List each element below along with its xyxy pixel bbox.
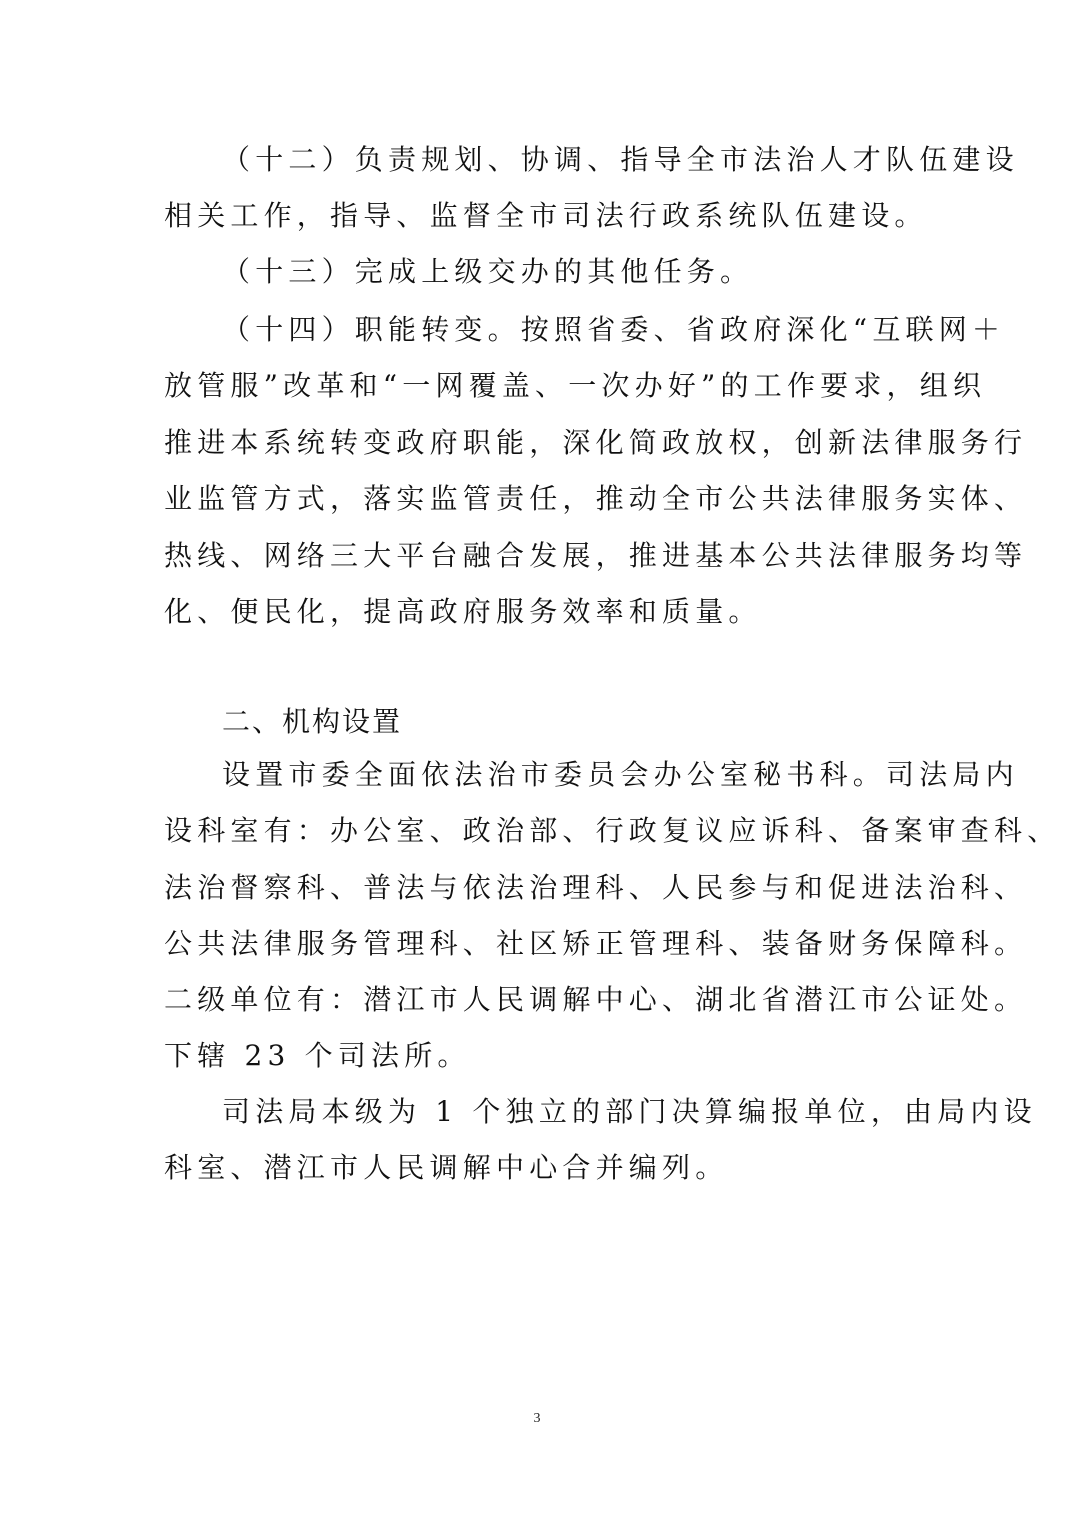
paragraph-14-line-6: 化、便民化，提高政府服务效率和质量。 xyxy=(164,595,762,628)
section-heading: 二、机构设置 xyxy=(222,705,403,738)
paragraph-14-line-3: 推进本系统转变政府职能，深化简政放权，创新法律服务行 xyxy=(164,426,1028,459)
section2-para1-line-2: 设科室有：办公室、政治部、行政复议应诉科、备案审查科、 xyxy=(164,814,1061,847)
paragraph-14-line-4: 业监管方式，落实监管责任，推动全市公共法律服务实体、 xyxy=(164,482,1028,515)
paragraph-14-line-2: 放管服”改革和“一网覆盖、一次办好”的工作要求，组织 xyxy=(164,369,987,402)
paragraph-13-line-1: （十三）完成上级交办的其他任务。 xyxy=(222,255,754,288)
section2-para1-line-1: 设置市委全面依法治市委员会办公室秘书科。司法局内 xyxy=(222,758,1019,791)
section2-para1-line-3: 法治督察科、普法与依法治理科、人民参与和促进法治科、 xyxy=(164,871,1028,904)
section2-para1-line-6: 下辖 23 个司法所。 xyxy=(164,1039,471,1072)
paragraph-14-line-5: 热线、网络三大平台融合发展，推进基本公共法律服务均等 xyxy=(164,539,1028,572)
section2-para1-line-4: 公共法律服务管理科、社区矫正管理科、装备财务保障科。 xyxy=(164,927,1028,960)
section2-para1-line-5: 二级单位有：潜江市人民调解中心、湖北省潜江市公证处。 xyxy=(164,983,1028,1016)
page-number: 3 xyxy=(533,1411,541,1426)
paragraph-12-line-1: （十二）负责规划、协调、指导全市法治人才队伍建设 xyxy=(222,143,1019,176)
section2-para2-line-2: 科室、潜江市人民调解中心合并编列。 xyxy=(164,1151,729,1184)
paragraph-14-line-1: （十四）职能转变。按照省委、省政府深化“互联网＋ xyxy=(222,313,1006,346)
paragraph-12-line-2: 相关工作，指导、监督全市司法行政系统队伍建设。 xyxy=(164,199,928,232)
section2-para2-line-1: 司法局本级为 1 个独立的部门决算编报单位，由局内设 xyxy=(222,1095,1037,1128)
